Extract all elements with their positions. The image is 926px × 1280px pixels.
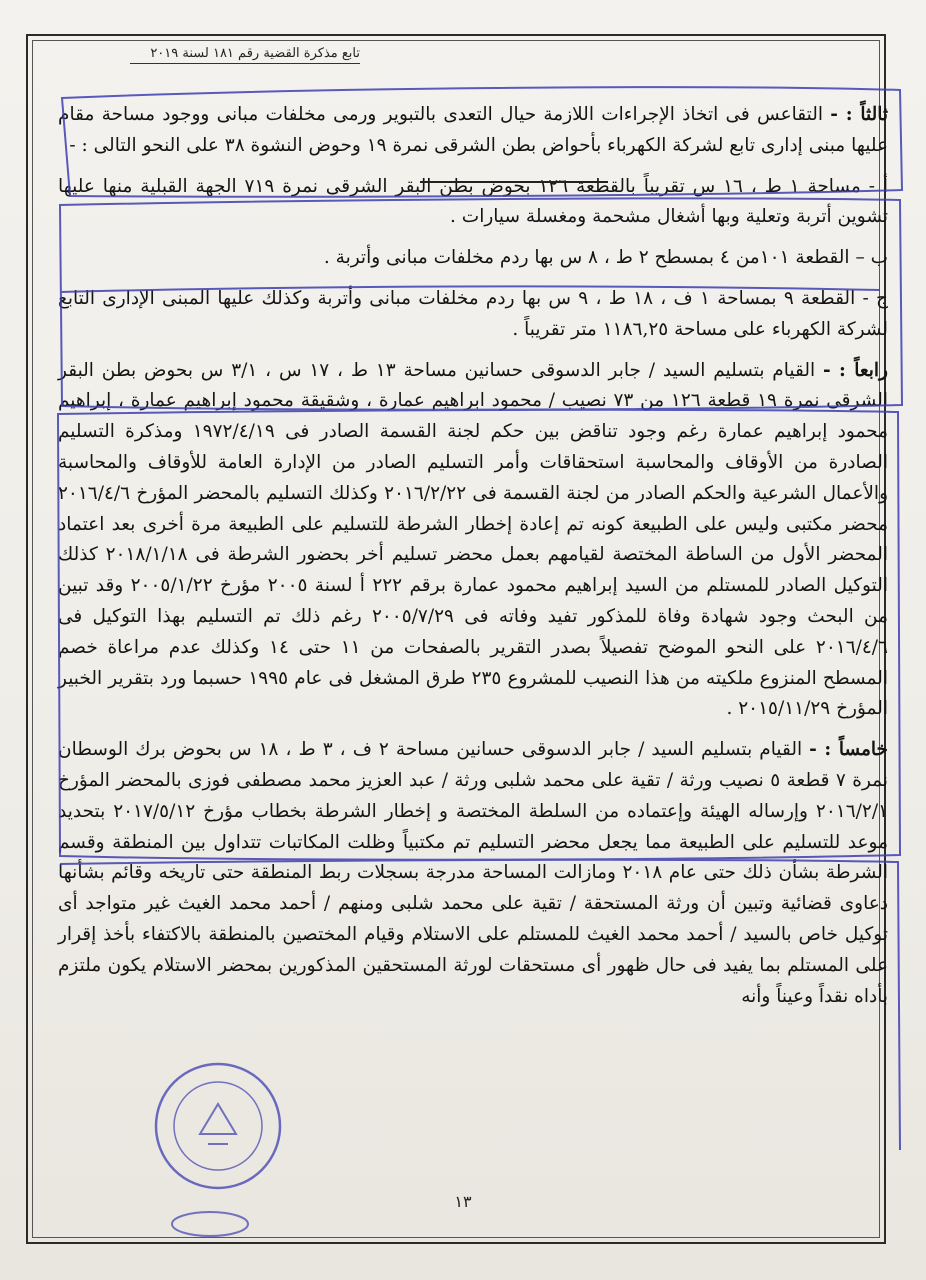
item-lead: ج - bbox=[862, 287, 888, 309]
item-lead: أ - bbox=[868, 175, 888, 197]
stamp-mark bbox=[170, 1210, 250, 1238]
section-fifth bbox=[58, 735, 888, 1012]
section-text: التقاعس فى اتخاذ الإجراءات اللازمة حيال التعدى بالتبوير ورمى مخلفات مبانى ووجود مساحة مقام عليها مبنى إدارى تابع لشركة الكهرباء بأحواض بطن الشرقى نمرة ١٩ وحوض النشوة ٣٨ على النحو التالى : - bbox=[58, 104, 888, 156]
item-b bbox=[58, 243, 888, 274]
section-text: القيام بتسليم السيد / جابر الدسوقى حسانين مساحة ٢ ف ، ٣ ط ، ١٨ س بحوض برك الوسطان نمرة ٧ قطعة ٥ نصيب ورثة / تقية على محمد شلبى ورثة / عبد العزيز محمد مصطفى فوزى بالمحضر المؤرخ ٢٠١٦/٢/١ وإرساله الهيئة وإعتماده من السلطة المختصة و إخطار الشرطة بخطاب مؤرخ ٢٠١٧/٥/١٢ بتحديد موعد للتسليم على الطبيعة مما يجعل محضر التسليم تم مكتبياً وظلت المكاتبات تتداول بين المنطقة وقسم الشرطة بشأن ذلك حتى عام ٢٠١٨ ومازالت المساحة مدرجة بسجلات ربط المنطقة حتى تاريخه وقائم بشأنها دعاوى قضائية وتبين أن ورثة المستحقة / تقية على محمد شلبى ومنهم / أحمد محمد الغيث غير متواجد أى توكيل خاص بالسيد / أحمد محمد الغيث للمستلم على الاستلام وقيام المختصين بالمنطقة بالاكتفاء بأخذ إقرار على المستلم بما يفيد فى حال ظهور أى مستحقات لورثة المستحقين المذكورين بمحضر الاستلام يكون ملتزم بأداه نقداً وعيناً وأنه bbox=[58, 739, 889, 1007]
item-lead: ب – bbox=[855, 247, 888, 269]
item-text: القطعة ١٠١من ٤ بمسطح ٢ ط ، ٨ س بها ردم مخلفات مبانى وأتربة . bbox=[323, 247, 850, 269]
document-body bbox=[58, 100, 888, 1012]
section-rule bbox=[420, 181, 608, 183]
page-number: ١٣ bbox=[454, 1192, 472, 1211]
running-header: تابع مذكرة القضية رقم ١٨١ لسنة ٢٠١٩ bbox=[130, 46, 360, 64]
section-lead: رابعاً : - bbox=[822, 359, 888, 381]
seal-stamp bbox=[148, 1056, 288, 1196]
item-c bbox=[58, 284, 888, 346]
item-text: مساحة ١ ط ، ١٦ س تقريباً بالقطعة ١٢٦ بحوض بطن البقر الشرقى نمرة ٧١٩ الجهة القبلية منها عليها تشوين أتربة وتعلية وبها أشغال مشحمة ومغسلة سيارات . bbox=[58, 175, 888, 228]
section-fourth bbox=[58, 356, 888, 726]
section-lead: خامساً : - bbox=[809, 739, 888, 761]
item-text: القطعة ٩ بمساحة ١ ف ، ١٨ ط ، ٩ س بها ردم مخلفات مبانى وأتربة وكذلك عليها المبنى الإدارى التابع لشركة الكهرباء على مساحة ١١٨٦,٢٥ متر تقريباً . bbox=[58, 287, 888, 340]
section-lead: ثالثاً : - bbox=[830, 104, 888, 125]
section-text: القيام بتسليم السيد / جابر الدسوقى حسانين مساحة ١٣ ط ، ١٧ س ، ٣/١ س بحوض بطن البقر الشرقى نمرة ١٩ قطعة ١٢٦ من ٧٣ نصيب / محمود ابراهيم عمارة ، وشقيقة محمود إبراهيم عمارة ، إبراهيم محمود إبراهيم عمارة رغم وجود تناقض بين حكم لجنة القسمة الصادر فى ١٩٧٢/٤/١٩ ومذكرة التسليم الصادرة من الأوقاف والمحاسبة استحقاقات وأمر التسليم الصادر من الإدارة العامة للأوقاف والمحاسبة والأعمال الشرعية والحكم الصادر من لجنة القسمة فى ٢٠١٦/٢/٢٢ وكذلك التسليم بالمحضر المؤرخ ٢٠١٦/٤/٦ محضر مكتبى وليس على الطبيعة كونه تم إعادة إخطار الشرطة للتسليم على الطبيعة مرة أخرى بعد اعتماد المحضر الأول من الساطة المختصة لقيامهم بعمل محضر تسليم أخر بحضور الشرطة فى ٢٠١٨/١/١٨ كذلك التوكيل الصادر للمستلم من السيد إبراهيم محمود عمارة برقم ٢٢٢ أ لسنة ٢٠٠٥ مؤرخ ٢٠٠٥/١/٢٢ وقد تبين من البحث وجود شهادة وفاة للمذكور تفيد وفاته فى ٢٠٠٥/٧/٢٩ رغم ذلك تم التسليم بهذا التوكيل فى ٢٠١٦/٤/٦ على النحو الموضح تفصيلاً بصدر التقرير بالصفحات من ١١ حتى ١٤ وكذلك عدم مراعاة خصم المسطح المنزوع ملكيته من هذا النصيب للمشروع ٢٣٥ طرق المشغل فى عام ١٩٩٥ حسبما ورد بتقرير الخبير المؤرخ ٢٠١٥/١١/٢٩ . bbox=[58, 359, 889, 720]
section-third bbox=[58, 100, 888, 162]
